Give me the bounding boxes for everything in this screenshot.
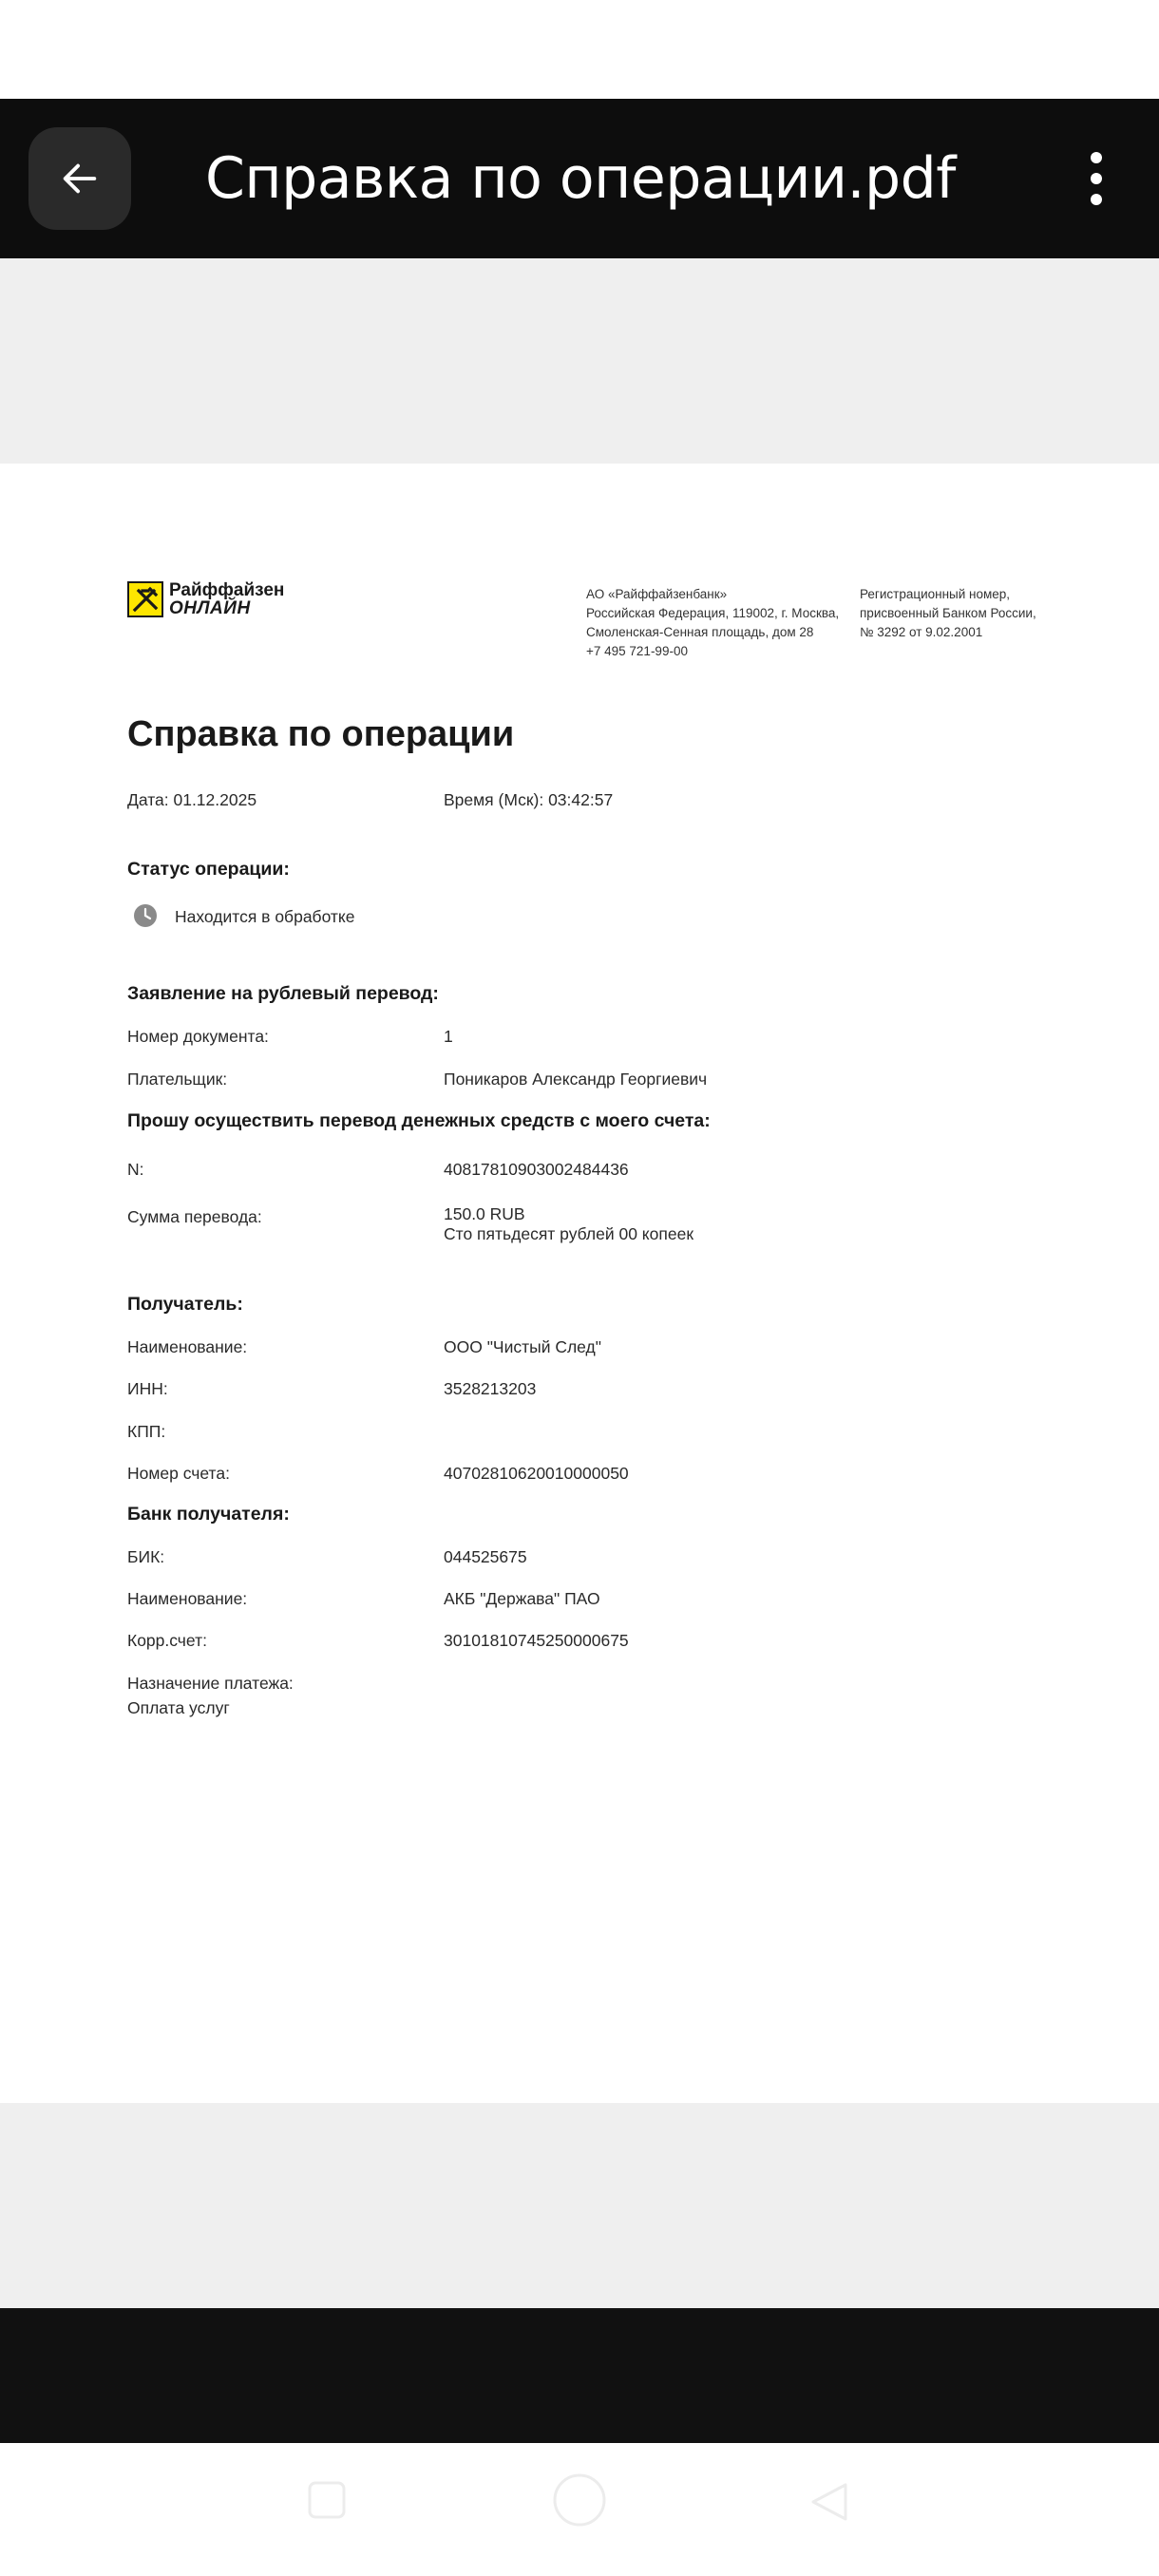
amount-value: 150.0 RUB [444, 1204, 525, 1223]
account-value: 40817810903002484436 [444, 1160, 629, 1179]
recipient-header: Получатель: [127, 1294, 243, 1315]
inn-value: 3528213203 [444, 1379, 537, 1398]
payer-label: Плательщик: [127, 1070, 228, 1089]
system-navigation-bar [0, 2443, 1159, 2576]
recipient-account-label: Номер счета: [127, 1464, 230, 1483]
app-bar [0, 99, 1159, 258]
status-bar [0, 0, 1159, 99]
bank-address [586, 585, 839, 661]
bank-name-label: Наименование: [127, 1589, 248, 1608]
page-title: Справка по операции [127, 714, 515, 754]
back-triangle-icon[interactable] [808, 2479, 853, 2525]
raiffeisen-logo-icon [127, 581, 163, 617]
status-value: Находится в обработке [175, 907, 355, 926]
kpp-label: КПП: [127, 1422, 166, 1441]
bik-value: 044525675 [444, 1547, 527, 1566]
payment-purpose-value: Оплата услуг [127, 1698, 230, 1717]
home-circle-icon[interactable] [551, 2472, 608, 2529]
document-title: Справка по операции.pdf [205, 145, 956, 212]
address-line: +7 495 721-99-00 [586, 644, 688, 658]
recipient-account-value: 40702810620010000050 [444, 1464, 629, 1483]
clock-icon [133, 903, 158, 928]
pdf-page[interactable] [0, 464, 1159, 2103]
recipient-name-label: Наименование: [127, 1337, 248, 1356]
status-header: Статус операции: [127, 859, 290, 880]
doc-number-value: 1 [444, 1027, 453, 1046]
bank-registration [860, 585, 1036, 642]
viewer-background-bottom [0, 2103, 1159, 2308]
corr-account-label: Корр.счет: [127, 1631, 207, 1650]
menu-dot [1091, 194, 1102, 205]
menu-dot [1091, 173, 1102, 184]
logo-text-bottom: ОНЛАЙН [169, 598, 251, 618]
registration-line: присвоенный Банком России, [860, 606, 1036, 620]
amount-words: Сто пятьдесят рублей 00 копеек [444, 1224, 694, 1243]
recipient-name-value: ООО "Чистый След" [444, 1337, 601, 1356]
logo-text-top: Райффайзен [169, 580, 285, 600]
inn-label: ИНН: [127, 1379, 168, 1398]
bank-name-value: АКБ "Держава" ПАО [444, 1589, 600, 1608]
amount-label: Сумма перевода: [127, 1207, 262, 1226]
account-label: N: [127, 1160, 144, 1179]
bank-logo [127, 581, 284, 617]
payment-purpose-label: Назначение платежа: [127, 1674, 294, 1693]
recipient-bank-header: Банк получателя: [127, 1504, 290, 1525]
back-button[interactable] [28, 127, 131, 230]
recents-square-icon[interactable] [306, 2479, 348, 2521]
more-vertical-icon [1091, 152, 1102, 163]
registration-line: Регистрационный номер, [860, 587, 1011, 601]
viewer-background-top [0, 258, 1159, 464]
corr-account-value: 30101810745250000675 [444, 1631, 629, 1650]
statement-header: Заявление на рублевый перевод: [127, 983, 439, 1004]
more-options-button[interactable] [1064, 141, 1129, 217]
operation-date: Дата: 01.12.2025 [127, 790, 257, 809]
bik-label: БИК: [127, 1547, 165, 1566]
address-line: АО «Райффайзенбанк» [586, 587, 728, 601]
registration-line: № 3292 от 9.02.2001 [860, 625, 983, 639]
address-line: Смоленская-Сенная площадь, дом 28 [586, 625, 814, 639]
transfer-request-header: Прошу осуществить перевод денежных средств с моего счета: [127, 1110, 711, 1131]
arrow-left-icon [58, 157, 102, 200]
address-line: Российская Федерация, 119002, г. Москва, [586, 606, 840, 620]
viewer-bottom-bar [0, 2308, 1159, 2443]
doc-number-label: Номер документа: [127, 1027, 269, 1046]
payer-value: Поникаров Александр Георгиевич [444, 1070, 708, 1089]
operation-time: Время (Мск): 03:42:57 [444, 790, 614, 809]
